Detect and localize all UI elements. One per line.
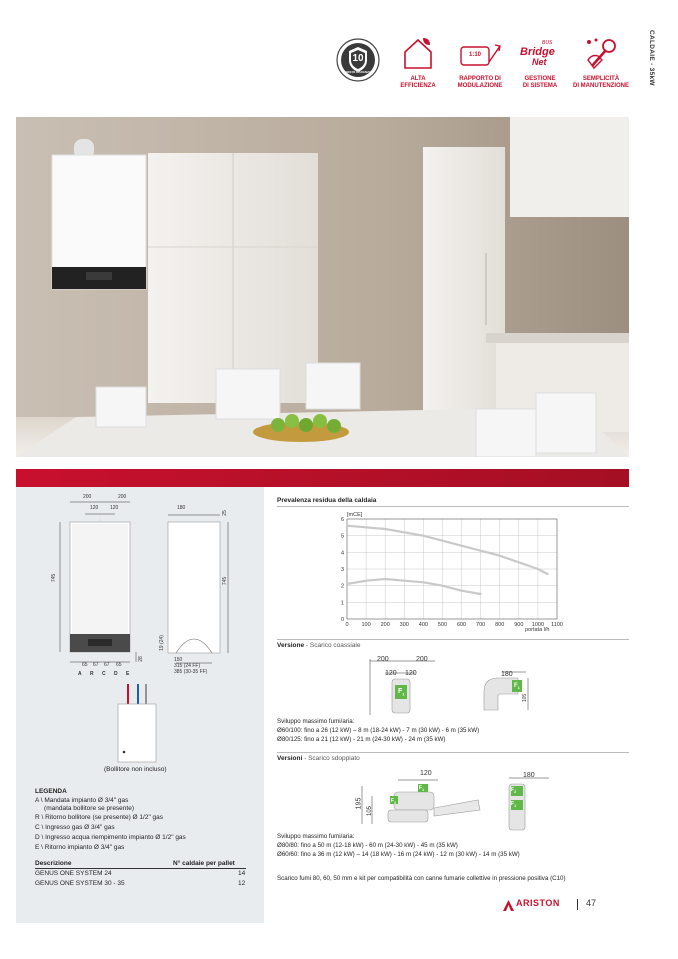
side-dim-150: 150 bbox=[174, 657, 183, 663]
legend-item-a-cont: (mandata bollitore se presente) bbox=[35, 805, 134, 812]
chart-y-tick-1: 1 bbox=[340, 600, 344, 607]
page-number: 47 bbox=[586, 898, 597, 908]
footer-brand: ARISTON bbox=[516, 898, 560, 908]
hot-water-tank-drawing bbox=[114, 684, 160, 764]
side-dim-315: 315 (24 FF) bbox=[174, 663, 201, 669]
table-head-rule bbox=[35, 868, 246, 869]
side-dim-180: 180 bbox=[177, 505, 186, 511]
chart-x-tick-10: 1000 bbox=[531, 622, 545, 628]
coaxial-dim-120-a: 120 bbox=[385, 670, 397, 677]
connection-a: A bbox=[78, 671, 82, 677]
table-row-1-desc: GENUS ONE SYSTEM 24 bbox=[35, 870, 112, 877]
chart-ylabel: [mCE] bbox=[347, 512, 363, 518]
split-note-line-2: Ø60/60: fino a 36 m (12 kW) – 14 (18 kW) - 16 m (24 kW) - 12 m (30 kW) - 14 m (35 kW) bbox=[277, 851, 520, 858]
split-f2-label: $F_2$ bbox=[391, 798, 397, 805]
chart-y-tick-2: 2 bbox=[340, 583, 344, 590]
front-dim-28: 28 bbox=[137, 656, 144, 662]
split-footnote: Scarico fumi 80, 60, 50 mm e kit per compatibilità con canne fumarie collettive in pressione positiva (C10) bbox=[277, 875, 566, 882]
connection-d: D bbox=[114, 671, 118, 677]
modulation-ratio-text: 1:10 bbox=[468, 52, 481, 58]
coaxial-note-line-1: Ø60/100: fino a 26 (12 kW) – 8 m (18-24 kW) - 7 m (30 kW) - 6 m (35 kW) bbox=[277, 727, 480, 734]
split-dim-105: 105 bbox=[367, 805, 374, 817]
feature-label-system: GESTIONE DI SISTEMA bbox=[522, 76, 558, 89]
connection-r: R bbox=[90, 671, 94, 677]
coaxial-dim-200-a: 200 bbox=[377, 656, 389, 663]
boiler-front-drawing bbox=[40, 492, 150, 682]
chart-x-tick-7: 700 bbox=[476, 622, 486, 628]
chart-section-title: Prevalenza residua della caldaia bbox=[277, 497, 377, 504]
coaxial-rule bbox=[277, 639, 629, 640]
chart-y-tick-5: 5 bbox=[340, 533, 344, 540]
chart-xlabel: portata l/h bbox=[525, 627, 550, 633]
legend-item-c: C \ Ingresso gas Ø 3/4" gas bbox=[35, 824, 115, 831]
boiler-side-drawing bbox=[160, 505, 240, 675]
chart-y-tick-0: 0 bbox=[340, 617, 344, 623]
warranty-badge-caption: ANNI DI GARANZIA bbox=[344, 70, 372, 74]
table-row-1-qty: 14 bbox=[238, 870, 246, 877]
feature-label-efficiency: ALTA EFFICIENZA bbox=[400, 76, 436, 89]
front-dim-200-right: 200 bbox=[118, 494, 127, 500]
coaxial-elbow-f1-label: $F_1$ bbox=[514, 683, 520, 691]
table-head-description: Descrizione bbox=[35, 860, 72, 867]
boiler-caption: (Bollitore non incluso) bbox=[104, 766, 167, 773]
side-dim-19: 19 (24) bbox=[158, 635, 165, 651]
coaxial-flue-drawing bbox=[360, 655, 450, 717]
legend-title: LEGENDA bbox=[35, 788, 67, 795]
warranty-badge-number: 10 bbox=[352, 53, 364, 64]
table-row-2-desc: GENUS ONE SYSTEM 30 - 35 bbox=[35, 880, 125, 887]
legend-item-e: E \ Ritorno impianto Ø 3/4" gas bbox=[35, 844, 125, 851]
chart-y-tick-3: 3 bbox=[340, 567, 344, 573]
chart-x-tick-2: 200 bbox=[380, 622, 390, 628]
side-dim-385: 385 (30-35 FF) bbox=[174, 669, 208, 675]
side-dim-height: 745 bbox=[222, 576, 229, 586]
feature-label-modulation: RAPPORTO DI MODULAZIONE bbox=[457, 76, 503, 89]
front-dim-200-left: 200 bbox=[83, 494, 92, 500]
section-red-bar bbox=[16, 469, 629, 487]
front-dim-bottom-3: 67 bbox=[104, 662, 110, 668]
front-dim-bottom-1: 65 bbox=[82, 662, 88, 668]
split-dim-120: 120 bbox=[420, 770, 432, 777]
wrench-hand-icon bbox=[584, 36, 618, 72]
coaxial-title: Versione - Scarico coassiale bbox=[277, 642, 361, 649]
chart-y-tick-4: 4 bbox=[340, 550, 344, 557]
chart-x-tick-8: 800 bbox=[495, 622, 505, 628]
chart-x-tick-5: 500 bbox=[437, 622, 448, 628]
split-vertical-f2-label: $F_2$ bbox=[511, 787, 517, 794]
chart-x-tick-6: 600 bbox=[456, 622, 467, 628]
bridgenet-logo-icon: BUS Bridge Net bbox=[520, 40, 555, 67]
pump-head-chart-svg bbox=[277, 507, 567, 637]
front-dim-bottom-4: 65 bbox=[116, 662, 122, 668]
chart-y-tick-6: 6 bbox=[340, 517, 344, 523]
coaxial-dim-105: 105 bbox=[522, 693, 529, 703]
front-dim-bottom-2: 67 bbox=[93, 662, 99, 668]
split-flue-drawing bbox=[358, 768, 488, 828]
coaxial-dim-200-b: 200 bbox=[416, 656, 428, 663]
chart-series-line-0 bbox=[347, 526, 548, 574]
side-category-label: CALDAIE - 35kW bbox=[648, 30, 655, 86]
footer-divider bbox=[577, 899, 578, 910]
coaxial-note-title: Sviluppo massimo fumi/aria: bbox=[277, 718, 355, 725]
chart-x-tick-1: 100 bbox=[361, 622, 371, 628]
legend-item-d: D \ Ingresso acqua riempimento impianto Ø 1/2" gas bbox=[35, 834, 186, 841]
split-title: Versioni - Scarico sdoppiato bbox=[277, 755, 360, 762]
chart-x-tick-11: 1100 bbox=[551, 622, 563, 628]
front-dim-height: 745 bbox=[51, 573, 58, 583]
legend-item-r: R \ Ritorno bollitore (se presente) Ø 1/2" gas bbox=[35, 814, 164, 821]
split-rule bbox=[277, 752, 629, 753]
chart-x-tick-0: 0 bbox=[345, 622, 349, 628]
front-dim-120-right: 120 bbox=[110, 505, 119, 511]
coaxial-dim-120-b: 120 bbox=[405, 670, 417, 677]
ariston-logo-icon bbox=[503, 898, 514, 909]
split-f1-label: $F_1$ bbox=[419, 785, 425, 792]
kitchen-photo bbox=[16, 117, 629, 457]
front-dim-120-left: 120 bbox=[90, 505, 99, 511]
split-note-line-1: Ø80/80: fino a 50 m (12-18 kW) - 60 m (24-30 kW) - 45 m (35 kW) bbox=[277, 842, 458, 849]
connection-e: E bbox=[126, 671, 130, 677]
chart-series-line-1 bbox=[347, 579, 481, 594]
split-note-title: Sviluppo massimo fumi/aria: bbox=[277, 833, 355, 840]
coaxial-dim-180: 180 bbox=[501, 671, 513, 678]
split-dim-180: 180 bbox=[523, 772, 535, 779]
chart-x-tick-4: 400 bbox=[418, 622, 428, 628]
coaxial-note-line-2: Ø80/125: fino a 21 (12 kW) - 21 m (24-30 kW) - 24 m (35 kW) bbox=[277, 736, 446, 743]
table-row-2-qty: 12 bbox=[238, 880, 246, 887]
pump-head-chart bbox=[277, 507, 567, 637]
chart-x-tick-3: 300 bbox=[399, 622, 409, 628]
connection-c: C bbox=[102, 671, 106, 677]
house-leaf-icon bbox=[401, 36, 435, 72]
coaxial-f1-label: $F_1$ bbox=[398, 688, 405, 697]
table-head-qty: N° caldaie per pallet bbox=[173, 860, 235, 867]
feature-label-maintenance: SEMPLICITÀ DI MANUTENZIONE bbox=[573, 76, 629, 89]
chart-x-tick-9: 900 bbox=[514, 622, 524, 628]
side-dim-25: 25 bbox=[221, 510, 228, 516]
legend-item-a: A \ Mandata impianto Ø 3/4" gas bbox=[35, 797, 129, 804]
split-dim-195: 195 bbox=[355, 797, 363, 810]
split-vertical-f1-label: $F_1$ bbox=[511, 801, 517, 808]
